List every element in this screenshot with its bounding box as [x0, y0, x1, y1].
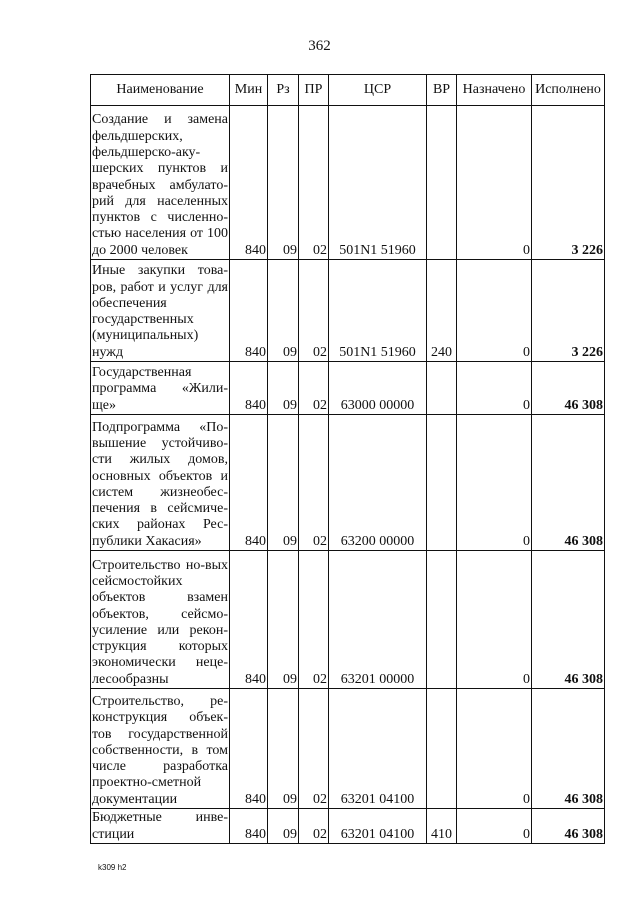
row-executed: 46 308: [532, 689, 605, 809]
row-vr: [427, 551, 457, 689]
row-pr: 02: [299, 362, 329, 415]
row-pr: 02: [299, 551, 329, 689]
row-assigned: 0: [457, 362, 532, 415]
header-assigned: Назначено: [457, 75, 532, 106]
row-rz: 09: [268, 809, 299, 844]
budget-table: [90, 74, 605, 844]
row-vr: 410: [427, 809, 457, 844]
header-min: Мин: [230, 75, 268, 106]
header-csr: ЦСР: [329, 75, 427, 106]
row-assigned: 0: [457, 415, 532, 551]
row-min: 840: [230, 809, 268, 844]
row-vr: [427, 415, 457, 551]
row-rz: 09: [268, 106, 299, 260]
row-rz: 09: [268, 260, 299, 362]
row-name: Государственная программа «Жили-ще»: [91, 362, 230, 415]
row-executed: 46 308: [532, 362, 605, 415]
row-name: Подпрограмма «По-вышение устойчиво-сти жилых домов, основных объектов и систем жизнеобес-печения в сейсмиче-ских районах Рес-публики Хакасия»: [91, 415, 230, 551]
row-assigned: 0: [457, 809, 532, 844]
row-assigned: 0: [457, 260, 532, 362]
table-row: [91, 551, 605, 689]
footer-code: k309 h2: [98, 863, 127, 872]
header-pr: ПР: [299, 75, 329, 106]
row-name: Создание и замена фельдшерских, фельдшерско-аку-шерских пунктов и врачебных амбулато-рий для населенных пунктов с численно-стью населения от 100 до 2000 человек: [91, 106, 230, 260]
table-row: [91, 415, 605, 551]
row-csr: 501N1 51960: [329, 260, 427, 362]
row-rz: 09: [268, 689, 299, 809]
table-row: [91, 362, 605, 415]
header-name: Наименование: [91, 75, 230, 106]
row-vr: [427, 362, 457, 415]
row-name: Иные закупки това-ров, работ и услуг для обеспечения государственных (муниципальных) нужд: [91, 260, 230, 362]
row-assigned: 0: [457, 106, 532, 260]
row-vr: 240: [427, 260, 457, 362]
row-min: 840: [230, 362, 268, 415]
row-assigned: 0: [457, 689, 532, 809]
row-executed: 3 226: [532, 106, 605, 260]
page-number: 362: [308, 38, 331, 54]
row-csr: 63200 00000: [329, 415, 427, 551]
row-executed: 46 308: [532, 415, 605, 551]
row-pr: 02: [299, 106, 329, 260]
header-rz: Рз: [268, 75, 299, 106]
row-csr: 63000 00000: [329, 362, 427, 415]
row-min: 840: [230, 689, 268, 809]
row-rz: 09: [268, 551, 299, 689]
row-name: Бюджетные инве-стиции: [92, 810, 228, 842]
row-csr: 63201 04100: [329, 689, 427, 809]
row-executed: 46 308: [532, 551, 605, 689]
row-csr: 501N1 51960: [329, 106, 427, 260]
row-csr: 63201 04100: [329, 809, 427, 844]
row-executed: 3 226: [532, 260, 605, 362]
row-executed: 46 308: [532, 809, 605, 844]
row-name: Строительство, ре-конструкция объек-тов государственной собственности, в том числе разработка проектно-сметной документации: [91, 689, 230, 809]
header-vr: ВР: [427, 75, 457, 106]
row-pr: 02: [299, 689, 329, 809]
row-pr: 02: [299, 415, 329, 551]
table-row: [91, 809, 605, 844]
table-row: [91, 689, 605, 809]
row-min: 840: [230, 106, 268, 260]
table-row: [91, 106, 605, 260]
row-name: Строительство но-вых сейсмостойких объектов взамен объектов, сейсмо-усиление или рекон-струкция которых экономически неце-лесообразны: [91, 551, 230, 689]
row-rz: 09: [268, 415, 299, 551]
row-vr: [427, 689, 457, 809]
row-min: 840: [230, 260, 268, 362]
table-header-row: [91, 75, 605, 106]
row-assigned: 0: [457, 551, 532, 689]
row-min: 840: [230, 551, 268, 689]
table-row: [91, 260, 605, 362]
header-executed: Исполнено: [532, 75, 605, 106]
row-min: 840: [230, 415, 268, 551]
row-pr: 02: [299, 809, 329, 844]
row-rz: 09: [268, 362, 299, 415]
row-csr: 63201 00000: [329, 551, 427, 689]
row-vr: [427, 106, 457, 260]
row-pr: 02: [299, 260, 329, 362]
